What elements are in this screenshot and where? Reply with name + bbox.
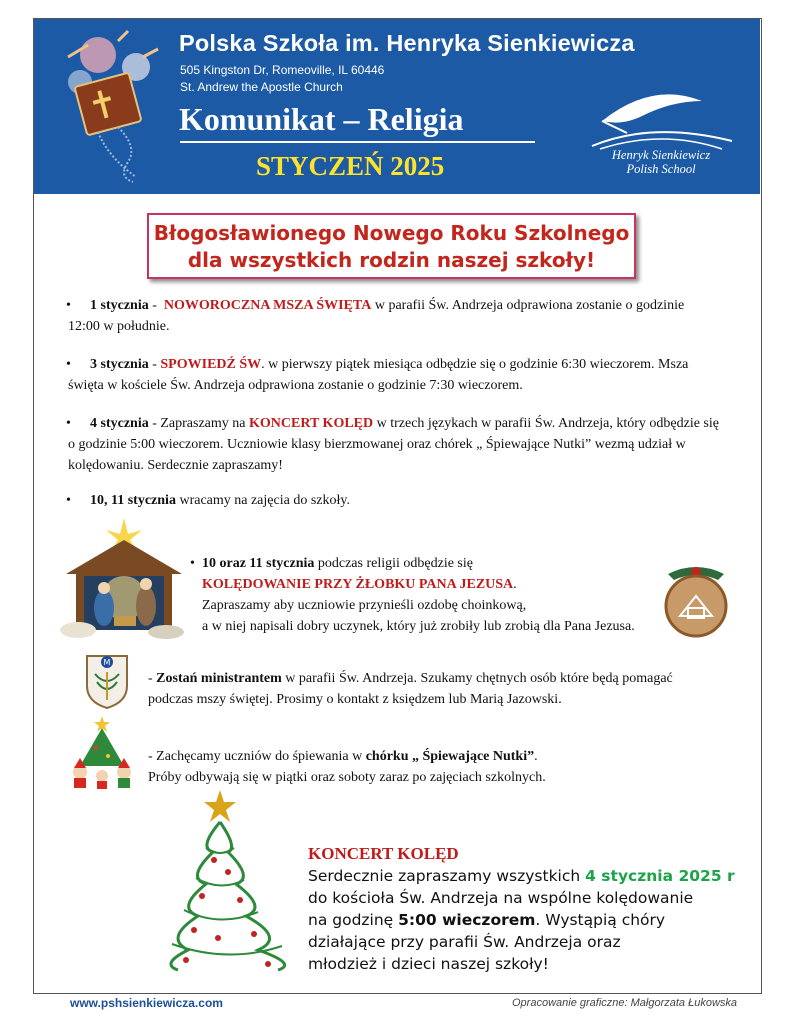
item-separator: -	[148, 357, 161, 372]
concert-text-line-2: do kościoła Św. Andrzeja na wspólne kolędowanie	[308, 889, 694, 907]
concert-text: . Wystąpią chóry	[535, 911, 666, 929]
item-date: 3 stycznia	[90, 357, 149, 372]
item-text: w parafii Św. Andrzeja. Szukamy chętnych osób które będą pomagać	[281, 671, 673, 686]
page-title: Komunikat – Religia	[179, 101, 464, 137]
svg-text:M: M	[103, 658, 111, 667]
bullet-icon: •	[66, 357, 71, 372]
children-christmas-tree-image	[66, 714, 138, 790]
logo-line-1: Henryk Sienkiewicz	[611, 148, 711, 162]
item-text-line-3: kolędowaniu. Serdecznie zapraszamy!	[68, 458, 283, 473]
item-highlight: chórku „ Śpiewające Nutki”	[365, 749, 535, 764]
item-text-line-2: o godzinie 5:00 wieczorem. Uczniowie klasy bierzmowanej oraz chórek „ Śpiewające Nutki” wezmą udział w	[68, 437, 686, 452]
item-text: - Zachęcamy uczniów do śpiewania w	[148, 749, 366, 764]
item-highlight: SPOWIEDŹ ŚW	[160, 357, 262, 372]
item-text-line-2: podczas mszy świętej. Prosimy o kontakt z księdzem lub Marią Jazowski.	[148, 692, 562, 707]
item-text-line-3: Zapraszamy aby uczniowie przynieśli ozdobę choinkową,	[202, 598, 527, 613]
item-text: .	[513, 577, 517, 592]
item-text: w trzech językach w parafii Św. Andrzeja, który odbędzie się	[373, 416, 719, 431]
item-highlight: KOLĘDOWANIE PRZY ŻŁOBKU PANA JEZUSA	[202, 577, 514, 592]
item-date: 4 stycznia	[90, 416, 149, 431]
item-highlight: Zostań ministrantem	[156, 671, 282, 686]
new-year-wishes-banner	[147, 213, 636, 279]
concert-time: 5:00 wieczorem	[398, 911, 536, 929]
bullet-icon: •	[66, 298, 71, 313]
item-text-line-2: Próby odbywają się w piątki oraz soboty zaraz po zajęciach szkolnych.	[148, 770, 546, 785]
header-banner	[34, 19, 760, 194]
item-text-line-4: a w niej napisali dobry uczynek, który już zrobiły lub zrobią dla Pana Jezusa.	[202, 619, 635, 634]
item-text: .	[534, 749, 538, 764]
nativity-caroling-item	[190, 553, 670, 637]
website-link[interactable]: www.pshsienkiewicza.com	[70, 996, 223, 1010]
list-item-jan-4	[66, 413, 766, 476]
item-text: . w pierwszy piątek miesiąca odbędzie się o godzinie 6:30 wieczorem. Msza	[261, 357, 689, 372]
item-text: wracamy na zajęcia do szkoły.	[175, 493, 350, 508]
school-logo-text	[586, 148, 736, 176]
list-item-jan-1	[66, 295, 746, 337]
school-address: 505 Kingston Dr, Romeoville, IL 60446	[180, 63, 385, 77]
item-highlight: KONCERT KOLĘD	[249, 416, 374, 431]
bullet-icon: •	[190, 556, 195, 571]
item-text: -	[148, 671, 157, 686]
altar-server-item	[148, 668, 748, 710]
banner-line-1: Błogosławionego Nowego Roku Szkolnego	[153, 221, 630, 245]
item-text: w parafii Św. Andrzeja odprawiona zostanie o godzinie	[371, 298, 685, 313]
footer-divider	[60, 993, 758, 994]
christmas-ornament-icon	[658, 560, 734, 640]
concert-text-line-5: młodzież i dzieci naszej szkoły!	[308, 955, 549, 973]
logo-line-2: Polish School	[626, 162, 696, 176]
carol-concert-section	[308, 843, 735, 975]
concert-date: 4 stycznia 2025 r	[585, 867, 735, 885]
list-item-jan-10-11	[66, 490, 746, 511]
item-text-line-2: święta w kościele Św. Andrzeja odprawiona zostanie o godzinie 7:30 wieczorem.	[68, 378, 523, 393]
item-separator: -	[148, 298, 164, 313]
item-text: - Zapraszamy na	[148, 416, 250, 431]
choir-item	[148, 746, 748, 788]
item-highlight: NOWOROCZNA MSZA ŚWIĘTA	[163, 298, 372, 313]
church-name: St. Andrew the Apostle Church	[180, 80, 343, 94]
title-underline	[180, 141, 535, 143]
item-date: 1 stycznia	[90, 298, 149, 313]
item-date: 10 oraz 11 stycznia	[202, 556, 315, 571]
bible-rosary-icon	[58, 27, 168, 187]
graphic-design-credit: Opracowanie graficzne: Małgorzata Łukowska	[512, 997, 738, 1009]
banner-line-2: dla wszystkich rodzin naszej szkoły!	[187, 248, 596, 272]
item-text-line-2: 12:00 w południe.	[68, 319, 170, 334]
month-label: STYCZEŃ 2025	[256, 151, 445, 181]
item-text: podczas religii odbędzie się	[314, 556, 473, 571]
bullet-icon: •	[66, 493, 71, 508]
concert-text: na godzinę	[308, 911, 399, 929]
item-date: 10, 11 stycznia	[90, 493, 176, 508]
school-logo-quill	[582, 71, 742, 151]
bullet-icon: •	[66, 416, 71, 431]
concert-text: Serdecznie zapraszamy wszystkich	[308, 867, 586, 885]
nativity-scene-image	[58, 512, 190, 642]
list-item-jan-3	[66, 354, 756, 396]
altar-server-emblem-icon	[83, 652, 131, 710]
concert-text-line-4: działające przy parafii Św. Andrzeja oraz	[308, 933, 621, 951]
school-name: Polska Szkoła im. Henryka Sienkiewicza	[179, 30, 635, 56]
concert-title: KONCERT KOLĘD	[308, 844, 459, 863]
music-notes-tree-image	[158, 788, 303, 978]
